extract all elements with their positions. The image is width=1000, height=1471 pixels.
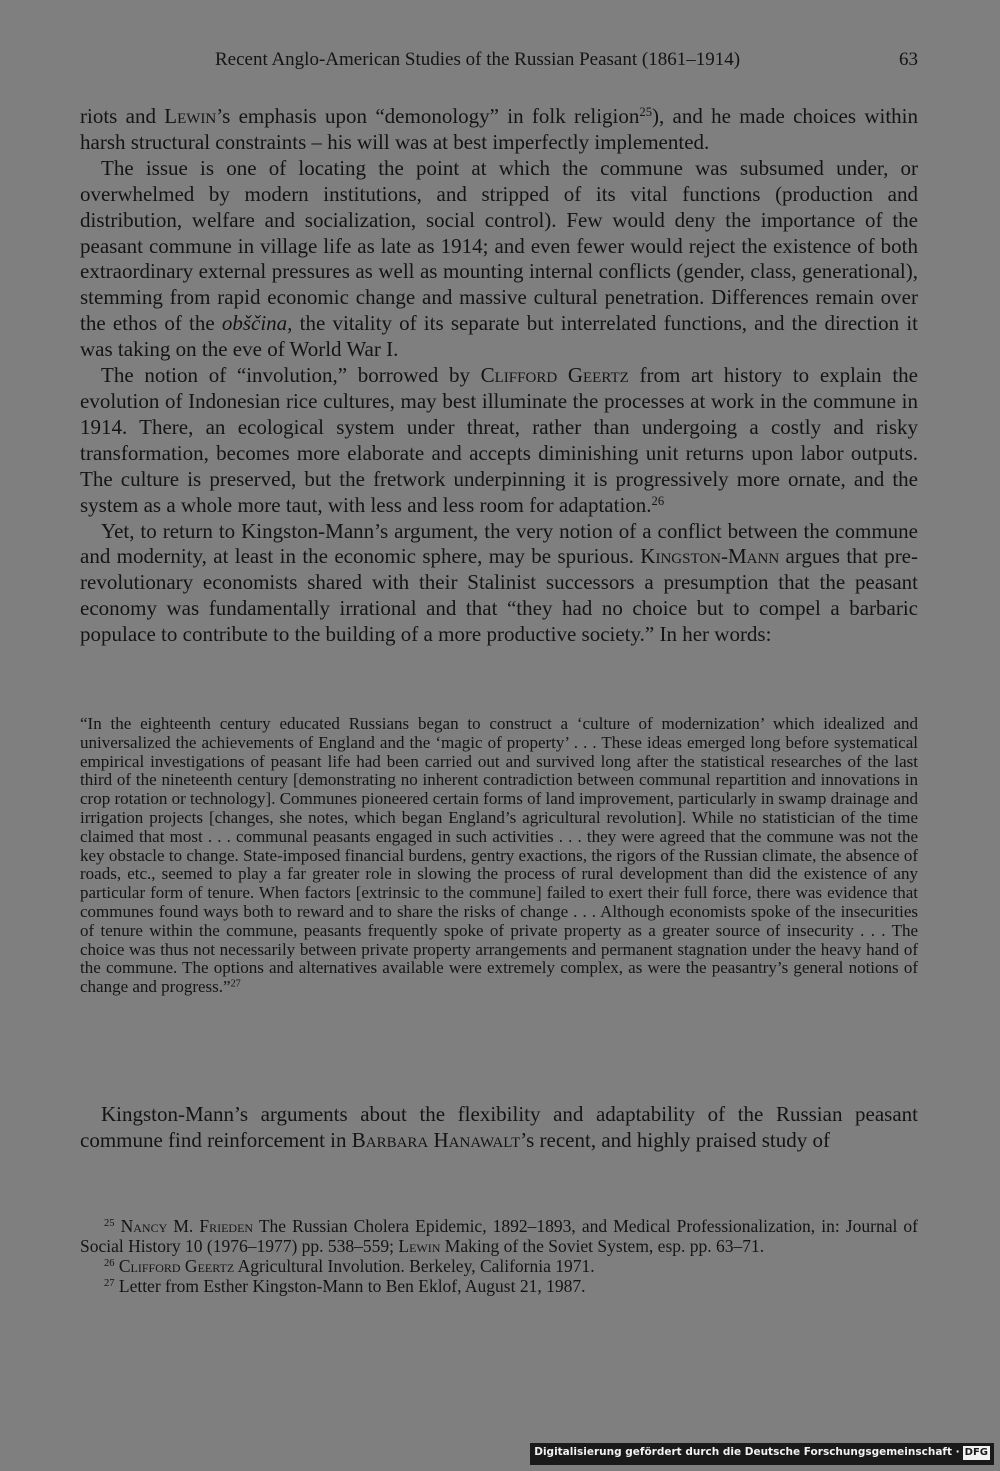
author-name: Clifford Geertz [480,363,629,388]
text-run: The Russian Cholera Epidemic, 1892–1893, and Medical Professionalization, in: Journal of Social History 10 (1976–1977) pp. 538–559; [80,1216,918,1256]
footnote-ref: 27 [230,978,241,990]
term-obscina: obščina, [221,311,293,336]
footnote-ref: 26 [651,493,665,508]
running-header [80,46,918,74]
paragraph-2 [80,156,918,363]
stamp-text: Digitalisierung gefördert durch die Deutsche Forschungsgemeinschaft · [534,1446,960,1458]
author-name: Lewin [398,1236,441,1256]
main-text [80,104,918,648]
author-name: Lewin [164,104,217,128]
footnote-number: 27 [104,1278,115,1290]
text-run: The notion of “involution,” borrowed by [101,363,481,388]
text-run: Letter from Esther Kingston-Mann to Ben Eklof, August 21, 1987. [118,1276,586,1296]
text-run: ’s recent, and highly praised study of [520,1127,830,1152]
paragraph-4 [80,519,918,649]
paragraph-5 [80,1102,918,1154]
footnote-number: 25 [104,1218,115,1230]
page-number: 63 [899,49,918,70]
paragraph-3 [80,363,918,518]
text-run: from art history to explain the evolution of Indonesian rice cultures, may best illuminate the processes at work in the commune in 1914. There, an ecological system under threat, rather than undergoing a costly and risky transformation, becomes more elaborate and accepts diminishing unit returns upon labor outputs. The culture is preserved, but the fretwork underpinning it is progressively more ornate, and the system as a whole more taut, with less and less room for adaptation. [80,363,919,517]
quote-text: “In the eighteenth century educated Russians began to construct a ‘culture of modernization’ which idealized and universalized the achievements of England and the ‘magic of property’ . . . These ideas emerged long before systematical empirical investigations of peasant life had been carried out and survived long after the statistical researches of the last third of the nineteenth century [demonstrating no inherent contradiction between communal repartition and innovations in crop rotation or technology]. Communes pioneered certain forms of land improvement, particularly in swamp drainage and irrigation projects [changes, she notes, which began England’s agricultural revolution]. While no statistician of the time claimed that most . . . communal peasants engaged in such activities . . . they were agreed that the commune was not the key obstacle to change. State-imposed financial burdens, gentry exactions, the rigors of the Russian climate, the absence of roads, etc., seemed to play a far greater role in slowing the process of rural development than did the existence of any particular form of tenure. When factors [extrinsic to the commune] failed to exert their full force, there was evidence that communes found ways both to reward and to share the risks of change . . . Although economists spoke of the insecurities of tenure within the commune, peasants frequently spoke of private property as a greater source of insecurity . . . The choice was thus not necessarily between private property arrangements and permanent stagnation under the heavy hand of the commune. The options and alternatives available were extremely complex, as were the peasantry’s general notions of change and progress.” [80,714,918,997]
text-run: The issue is one of locating the point at which the commune was subsumed under, or overwhelmed by modern institutions, and stripped of its vital functions (production and distribution, welfare and socialization, social control). Few would deny the importance of the peasant commune in village life as late as 1914; and even fewer would reject the existence of both extraordinary external pressures as well as mounting internal conflicts (gender, class, generational), stemming from rapid economic change and massive cultural penetration. Differences remain over the ethos of the [80,155,918,336]
author-name: Barbara Hanawalt [351,1127,521,1152]
paragraph-1 [80,104,918,156]
author-name: Nancy M. Frieden [120,1216,254,1236]
text-run: ), and he made choices within harsh structural constraints – his will was at best imperfectly implemented. [80,104,919,154]
block-quote [80,715,918,997]
text-run: riots and [80,104,165,128]
text-run: the vitality of its separate but interrelated functions, and the direction it was taking on the eve of World War I. [80,311,918,362]
footnote-number: 26 [104,1258,115,1270]
footnote-27 [80,1276,918,1296]
footnotes [80,1216,918,1296]
footnote-26 [80,1256,918,1276]
text-run: Making of the Soviet System, esp. pp. 63–71. [440,1236,765,1256]
dfg-logo-icon: DFG [964,1447,988,1458]
author-name: Kingston-Mann [640,544,780,569]
footnote-ref: 25 [639,105,652,120]
running-title: Recent Anglo-American Studies of the Russian Peasant (1861–1914) [215,49,741,70]
dfg-funding-stamp [530,1443,994,1465]
footnote-25 [80,1216,918,1256]
author-name: Clifford Geertz [118,1256,235,1276]
text-run: argues that pre-revolutionary economists shared with their Stalinist successors a presumption that the peasant economy was fundamentally irrational and that “they had no choice but to compel a barbaric populace to contribute to the building of a more productive society.” In her words: [80,544,918,647]
text-run: Kingston-Mann’s arguments about the flexibility and adaptability of the Russian peasant commune find reinforcement in [80,1102,918,1152]
text-run: ’s emphasis upon “demonology” in folk religion [216,104,640,128]
text-run: Yet, to return to Kingston-Mann’s argument, the very notion of a conflict between the commune and modernity, at least in the economic sphere, may be spurious. [80,518,918,569]
text-run: Agricultural Involution. Berkeley, California 1971. [234,1256,595,1276]
